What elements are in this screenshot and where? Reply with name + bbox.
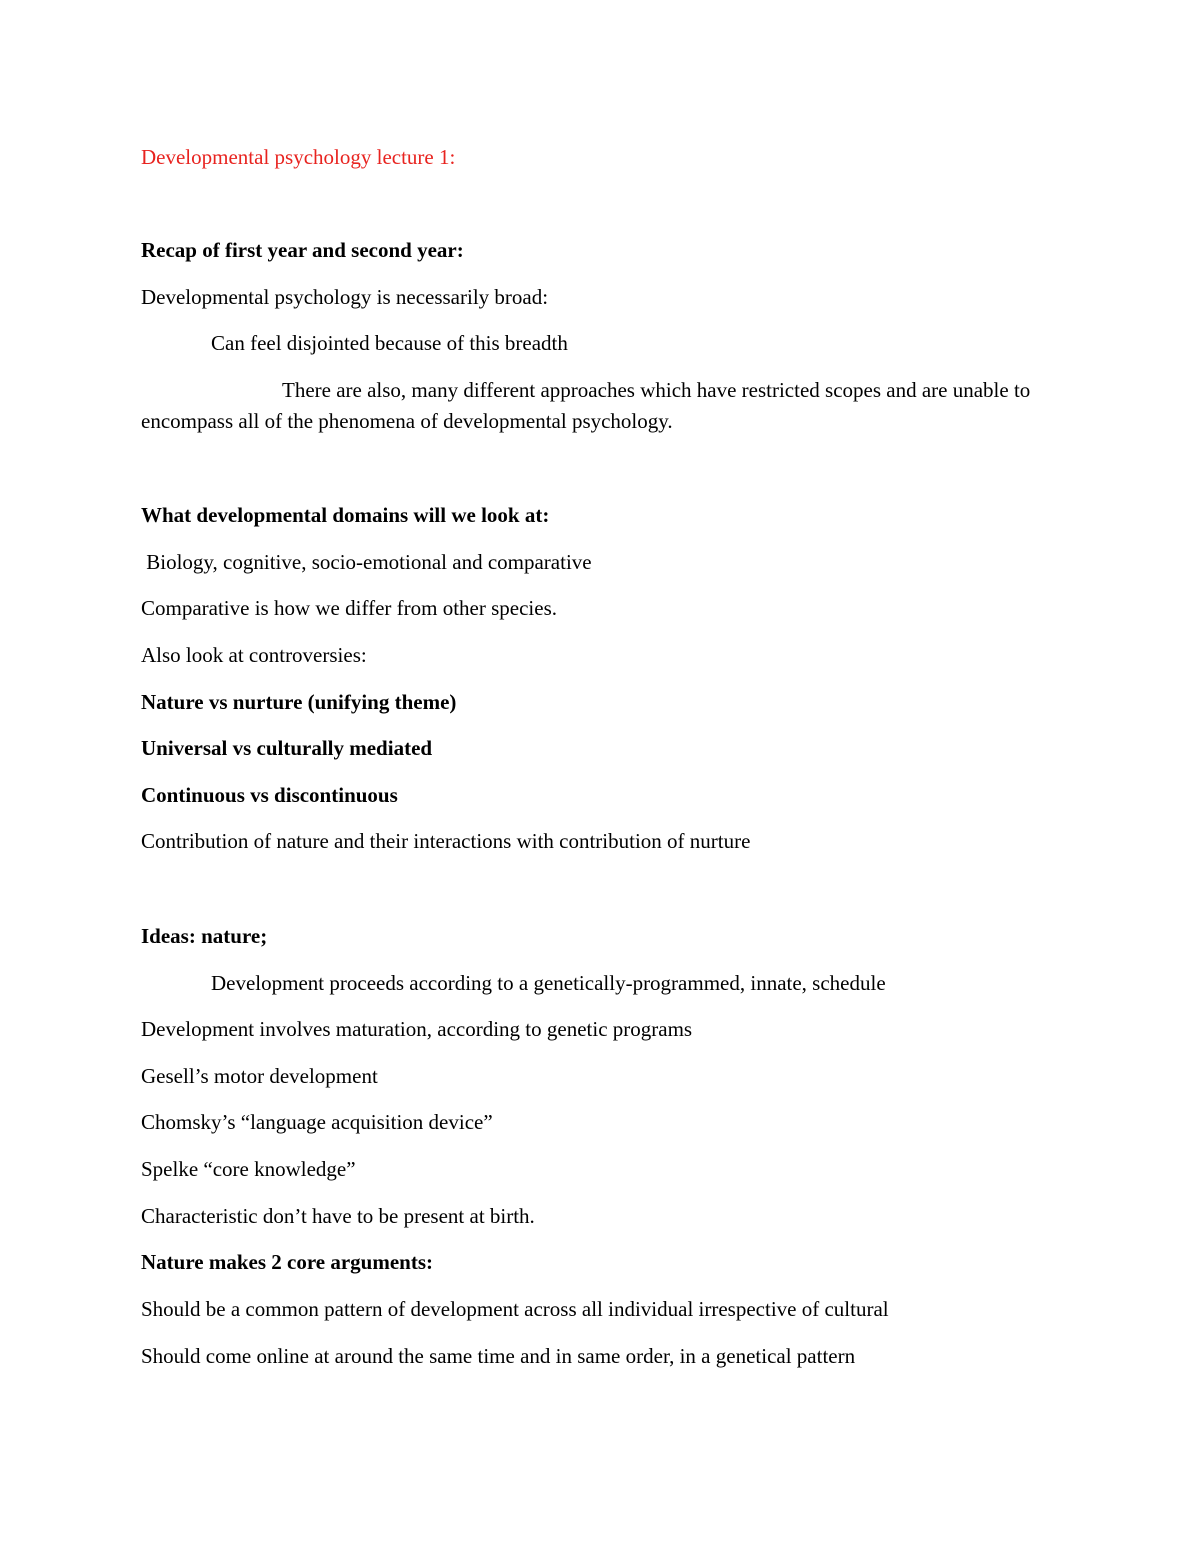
argument-line: Should come online at around the same time and in same order, in a genetical pattern (141, 1344, 856, 1368)
arguments-heading: Nature makes 2 core arguments: (141, 1250, 434, 1274)
domains-list-line: Biology, cognitive, socio-emotional and comparative (141, 550, 592, 574)
ideas-line: Characteristic don’t have to be present at birth. (141, 1204, 535, 1228)
domains-heading: What developmental domains will we look at: (141, 503, 550, 527)
ideas-line: Gesell’s motor development (141, 1064, 378, 1088)
controversies-line: Also look at controversies: (141, 643, 367, 667)
ideas-line: Spelke “core knowledge” (141, 1157, 356, 1181)
controversy-item: Universal vs culturally mediated (141, 736, 433, 760)
recap-heading: Recap of first year and second year: (141, 238, 464, 262)
controversy-item: Continuous vs discontinuous (141, 783, 398, 807)
ideas-indented-line: Development proceeds according to a genetically-programmed, innate, schedule (211, 971, 886, 995)
ideas-line: Development involves maturation, according to genetic programs (141, 1017, 693, 1041)
argument-line: Should be a common pattern of development across all individual irrespective of cultural (141, 1297, 889, 1321)
recap-paragraph: There are also, many different approaches which have restricted scopes and are unable to encompass all of the phenomena of developmental psychology. (141, 378, 1031, 433)
lecture-title: Developmental psychology lecture 1: (141, 145, 456, 169)
controversy-item: Nature vs nurture (unifying theme) (141, 690, 457, 714)
ideas-heading: Ideas: nature; (141, 924, 268, 948)
contribution-line: Contribution of nature and their interactions with contribution of nurture (141, 829, 751, 853)
ideas-line: Chomsky’s “language acquisition device” (141, 1110, 493, 1134)
recap-indented-line: Can feel disjointed because of this breadth (211, 331, 568, 355)
recap-text-line: Developmental psychology is necessarily broad: (141, 285, 549, 309)
comparative-line: Comparative is how we differ from other species. (141, 596, 557, 620)
